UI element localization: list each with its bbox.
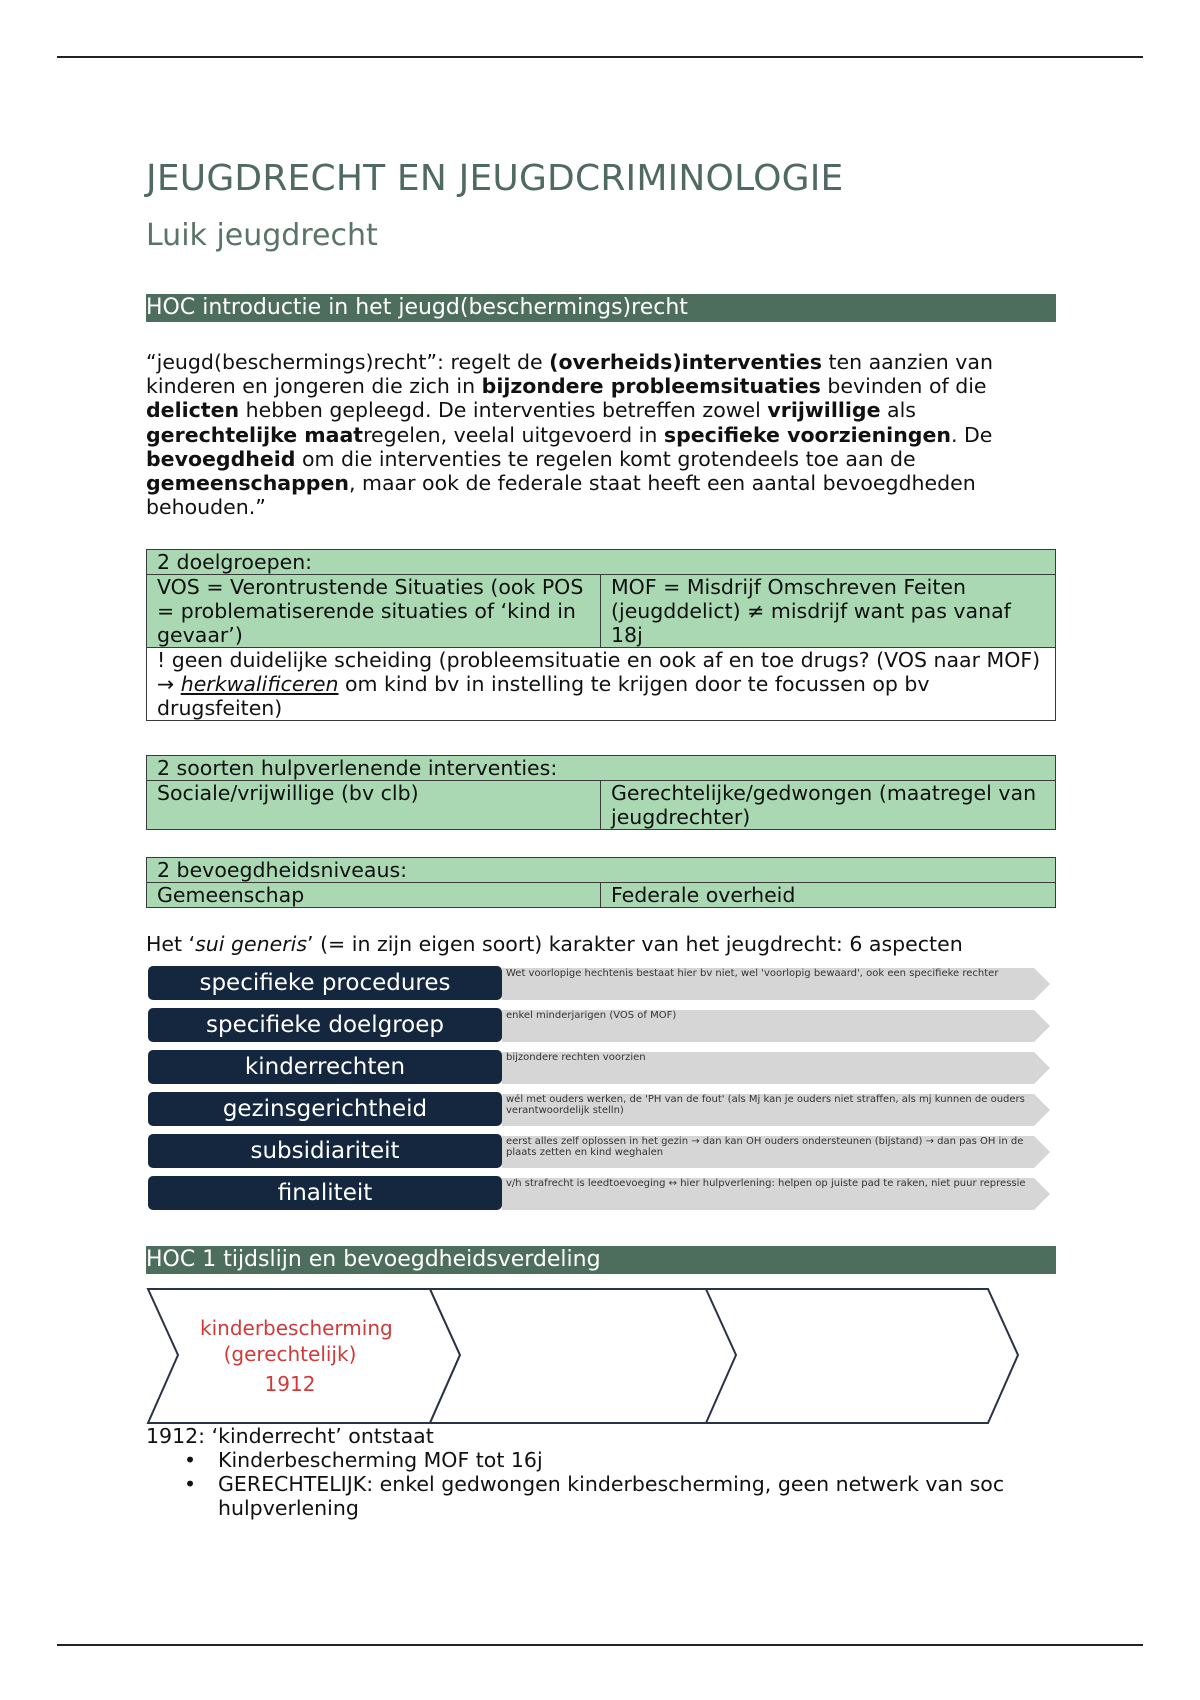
table-cell-vos: VOS = Verontrustende Situaties (ook POS = problematiserende situaties of ‘kind in gevaar’) — [147, 575, 601, 648]
section-heading-intro: HOC introductie in het jeugd(beschermings)recht — [146, 294, 1056, 322]
aspect-label: gezinsgerichtheid — [148, 1092, 502, 1126]
bullet-item: • GERECHTELIJK: enkel gedwongen kinderbescherming, geen netwerk van soc hulpverlening — [146, 1472, 1056, 1520]
aspect-label: kinderrechten — [148, 1050, 502, 1084]
aspect-label: specifieke doelgroep — [148, 1008, 502, 1042]
aspect-description: eerst alles zelf oplossen in het gezin → dan kan OH ouders ondersteunen (bijstand) → dan pas OH in de plaats zetten en kind weghalen — [506, 1136, 1024, 1158]
bullet-item: • Kinderbescherming MOF tot 16j — [146, 1448, 1056, 1472]
aspect-description: bijzondere rechten voorzien — [506, 1052, 646, 1063]
aspect-description: Wet voorlopige hechtenis bestaat hier bv niet, wel 'voorlopig bewaard', ook een specifieke rechter — [506, 968, 999, 979]
aspect-row — [146, 1008, 1046, 1044]
aspect-label: subsidiariteit — [148, 1134, 502, 1168]
doelgroepen-table — [146, 549, 1056, 721]
aspect-label: specifieke procedures — [148, 966, 502, 1000]
bottom-rule — [57, 1644, 1143, 1646]
chevron-2 — [430, 1289, 740, 1423]
bevoegdheid-table — [146, 857, 1056, 908]
aspect-row — [146, 1092, 1046, 1128]
timeline-notes — [146, 1424, 1056, 1520]
table-header: 2 soorten hulpverlenende interventies: — [147, 756, 1056, 781]
note-line: 1912: ‘kinderrecht’ ontstaat — [146, 1424, 434, 1448]
aspect-row — [146, 966, 1046, 1002]
intro-paragraph: “jeugd(beschermings)recht”: regelt de (overheids)interventies ten aanzien van kinderen en jongeren die zich in bijzondere probleemsituaties bevinden of die delicten hebben gepleegd. De interventies betreffen zowel vrijwillige als gerechtelijke maatregelen, veelal uitgevoerd in specifieke voorzieningen. De bevoegdheid om die interventies te regelen komt grotendeels toe aan de gemeenschappen, maar ook de federale staat heeft een aantal bevoegdheden behouden.” — [146, 350, 993, 520]
chevron-3 — [706, 1289, 1018, 1423]
table-header: 2 doelgroepen: — [147, 550, 1056, 575]
aspect-description: wél met ouders werken, de 'PH van de fout' (als Mj kan je ouders niet straffen, als mj kunnen de ouders verantwoordelijk stelln) — [506, 1094, 1025, 1116]
table-cell-sociaal: Sociale/vrijwillige (bv clb) — [147, 781, 601, 830]
table-cell-gemeenschap: Gemeenschap — [147, 883, 601, 908]
aspect-label: finaliteit — [148, 1176, 502, 1210]
aspect-description: enkel minderjarigen (VOS of MOF) — [506, 1010, 677, 1021]
document-subtitle: Luik jeugdrecht — [146, 218, 378, 253]
table-cell-federaal: Federale overheid — [601, 883, 1056, 908]
document-title: JEUGDRECHT EN JEUGDCRIMINOLOGIE — [146, 158, 844, 199]
section-heading-hoc1: HOC 1 tijdslijn en bevoegdheidsverdeling — [146, 1246, 1056, 1274]
aspect-row — [146, 1176, 1046, 1212]
interventies-table — [146, 755, 1056, 830]
top-rule — [57, 56, 1143, 58]
table-note: ! geen duidelijke scheiding (probleemsituatie en ook af en toe drugs? (VOS naar MOF) → herkwalificeren om kind bv in instelling te krijgen door te focussen op bv drugsfeiten) — [147, 648, 1056, 721]
table-header: 2 bevoegdheidsniveaus: — [147, 858, 1056, 883]
aspect-description: v/h strafrecht is leedtoevoeging ↔ hier hulpverlening: helpen op juiste pad te raken, niet puur repressie — [506, 1178, 1026, 1189]
table-cell-gerechtelijk: Gerechtelijke/gedwongen (maatregel van jeugdrechter) — [601, 781, 1056, 830]
aspect-row — [146, 1134, 1046, 1170]
aspect-row — [146, 1050, 1046, 1086]
table-cell-mof: MOF = Misdrijf Omschreven Feiten (jeugddelict) ≠ misdrijf want pas vanaf 18j — [601, 575, 1056, 648]
timeline-label: kinderbescherming (gerechtelijk) 1912 — [200, 1316, 393, 1396]
sui-generis-line: Het ‘sui generis’ (= in zijn eigen soort) karakter van het jeugdrecht: 6 aspecten — [146, 932, 963, 956]
